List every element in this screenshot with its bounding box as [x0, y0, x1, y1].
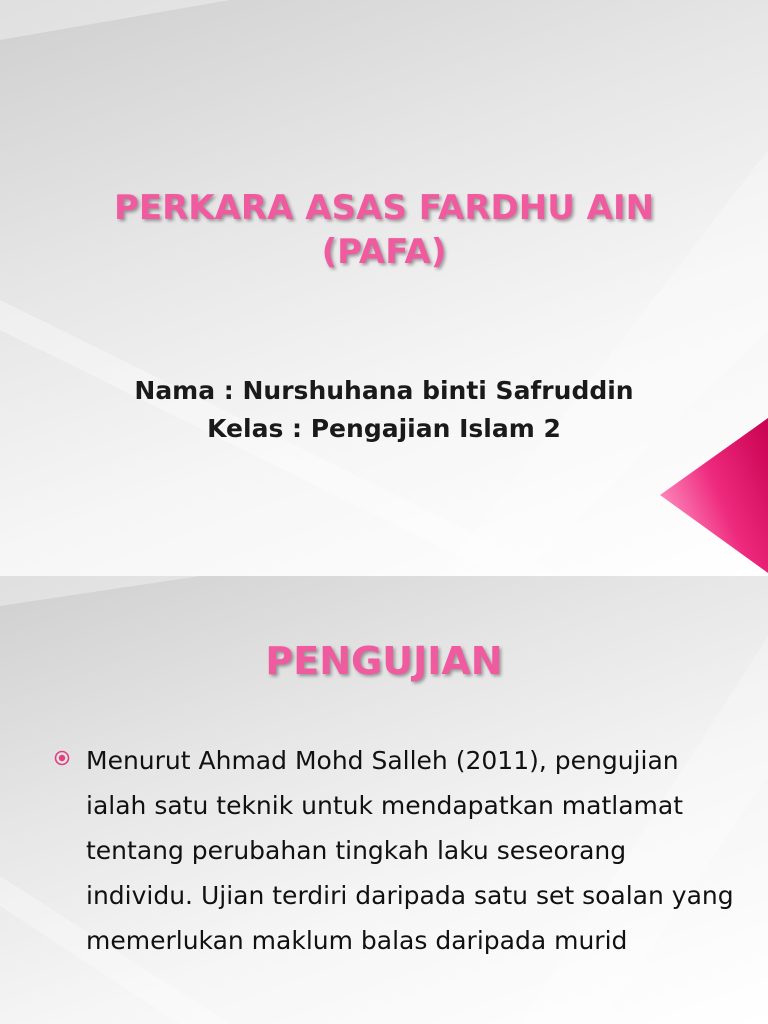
title-line-1: PERKARA ASAS FARDHU AIN — [113, 188, 655, 228]
light-shape — [0, 0, 230, 40]
slide-subtitle — [0, 372, 768, 448]
slide-heading: PENGUJIAN — [265, 639, 503, 683]
circle-dot-icon — [54, 750, 70, 766]
class-line: Kelas : Pengajian Islam 2 — [207, 414, 561, 443]
title-line-2: (PAFA) — [321, 232, 447, 272]
content-slide — [0, 576, 768, 1024]
bullet-item-text: Menurut Ahmad Mohd Salleh (2011), pengujian ialah satu teknik untuk mendapatkan matlamat tentang perubahan tingkah laku seseorang individu. Ujian terdiri daripada satu set soalan yang memerlukan maklum balas daripada murid — [86, 746, 734, 955]
slide-title — [0, 186, 768, 274]
name-line: Nama : Nurshuhana binti Safruddin — [134, 376, 634, 405]
light-shape — [0, 576, 200, 606]
